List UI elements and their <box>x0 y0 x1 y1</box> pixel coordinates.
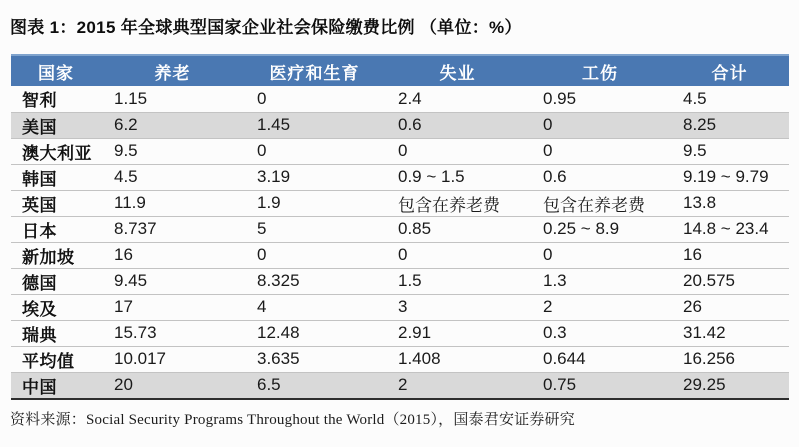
cell-work-injury: 0.6 <box>530 164 670 190</box>
cell-pension: 6.2 <box>101 112 244 138</box>
table-row <box>11 112 789 138</box>
cell-pension: 16 <box>101 242 244 268</box>
cell-work-injury: 2 <box>530 294 670 320</box>
table-row <box>11 268 789 294</box>
cell-total: 20.575 <box>670 268 789 294</box>
cell-country: 日本 <box>11 216 101 242</box>
cell-unemployment: 1.5 <box>385 268 530 294</box>
cell-work-injury: 0.644 <box>530 346 670 372</box>
cell-unemployment: 1.408 <box>385 346 530 372</box>
cell-unemployment: 0.85 <box>385 216 530 242</box>
cell-medical-maternity: 4 <box>244 294 385 320</box>
cell-country: 新加坡 <box>11 242 101 268</box>
cell-unemployment: 0 <box>385 242 530 268</box>
header-country: 国家 <box>11 55 101 86</box>
cell-country: 埃及 <box>11 294 101 320</box>
cell-medical-maternity: 3.635 <box>244 346 385 372</box>
cell-work-injury: 0 <box>530 242 670 268</box>
cell-total: 29.25 <box>670 372 789 399</box>
cell-medical-maternity: 0 <box>244 138 385 164</box>
table-row <box>11 86 789 112</box>
cell-country: 智利 <box>22 91 57 111</box>
cell-country: 美国 <box>11 112 101 138</box>
cell-medical-maternity: 1.45 <box>244 112 385 138</box>
table-row <box>11 216 789 242</box>
cell-work-injury: 0 <box>530 112 670 138</box>
cell-total: 16 <box>670 242 789 268</box>
cell-medical-maternity: 12.48 <box>244 320 385 346</box>
cell-unemployment: 包含在养老费 <box>385 190 530 216</box>
cell-country: 德国 <box>11 268 101 294</box>
header-row <box>11 55 789 86</box>
cell-country: 韩国 <box>11 164 101 190</box>
table-body <box>11 86 789 399</box>
cell-unemployment: 3 <box>385 294 530 320</box>
cell-total: 8.25 <box>670 112 789 138</box>
cell-medical-maternity: 8.325 <box>244 268 385 294</box>
table-row <box>11 164 789 190</box>
header-total: 合计 <box>670 55 789 86</box>
cell-medical-maternity: 0 <box>244 242 385 268</box>
cell-pension: 9.5 <box>101 138 244 164</box>
table-row <box>11 320 789 346</box>
cell-medical-maternity: 5 <box>244 216 385 242</box>
header-medical-maternity: 医疗和生育 <box>244 55 385 86</box>
table-header <box>11 55 789 86</box>
cell-total: 13.8 <box>670 190 789 216</box>
table-row <box>11 372 789 399</box>
table-row <box>11 346 789 372</box>
cell-work-injury: 0 <box>530 138 670 164</box>
cell-work-injury: 包含在养老费 <box>530 190 670 216</box>
cell-unemployment: 0.9 ~ 1.5 <box>385 164 530 190</box>
cell-work-injury: 0.75 <box>530 372 670 399</box>
cell-unemployment: 2.4 <box>398 88 422 108</box>
table-row <box>11 242 789 268</box>
header-pension: 养老 <box>101 55 244 86</box>
cell-medical-maternity: 3.19 <box>244 164 385 190</box>
table-row <box>11 138 789 164</box>
table-container <box>11 54 789 400</box>
cell-pension: 20 <box>101 372 244 399</box>
cell-total: 9.19 ~ 9.79 <box>670 164 789 190</box>
cell-country: 中国 <box>11 372 101 399</box>
cell-unemployment: 0 <box>385 138 530 164</box>
cell-medical-maternity: 6.5 <box>244 372 385 399</box>
cell-total: 31.42 <box>670 320 789 346</box>
cell-unemployment: 0.6 <box>385 112 530 138</box>
cell-medical-maternity: 1.9 <box>244 190 385 216</box>
source-note: 资料来源：Social Security Programs Throughout the World（2015），国泰君安证券研究 <box>10 411 575 428</box>
cell-medical-maternity: 0 <box>257 88 267 108</box>
table-row <box>11 190 789 216</box>
table-row <box>11 294 789 320</box>
cell-work-injury: 0.95 <box>543 88 577 108</box>
cell-total: 16.256 <box>670 346 789 372</box>
cell-country: 平均值 <box>11 346 101 372</box>
cell-total: 14.8 ~ 23.4 <box>670 216 789 242</box>
cell-pension: 4.5 <box>101 164 244 190</box>
cell-country: 澳大利亚 <box>11 138 101 164</box>
cell-pension: 10.017 <box>101 346 244 372</box>
cell-pension: 11.9 <box>101 190 244 216</box>
header-unemployment: 失业 <box>385 55 530 86</box>
cell-unemployment: 2 <box>385 372 530 399</box>
cell-unemployment: 2.91 <box>385 320 530 346</box>
cell-pension: 15.73 <box>101 320 244 346</box>
cell-country: 瑞典 <box>11 320 101 346</box>
cell-country: 英国 <box>11 190 101 216</box>
cell-total: 26 <box>670 294 789 320</box>
cell-pension: 1.15 <box>114 88 148 108</box>
header-work-injury: 工伤 <box>530 55 670 86</box>
cell-work-injury: 0.3 <box>530 320 670 346</box>
cell-work-injury: 1.3 <box>530 268 670 294</box>
cell-pension: 17 <box>101 294 244 320</box>
cell-work-injury: 0.25 ~ 8.9 <box>530 216 670 242</box>
social-insurance-table <box>11 54 789 400</box>
figure-title: 图表 1：2015 年全球典型国家企业社会保险缴费比例 （单位：%） <box>10 18 522 37</box>
cell-total: 4.5 <box>683 88 707 108</box>
cell-pension: 8.737 <box>101 216 244 242</box>
cell-total: 9.5 <box>670 138 789 164</box>
cell-pension: 9.45 <box>101 268 244 294</box>
